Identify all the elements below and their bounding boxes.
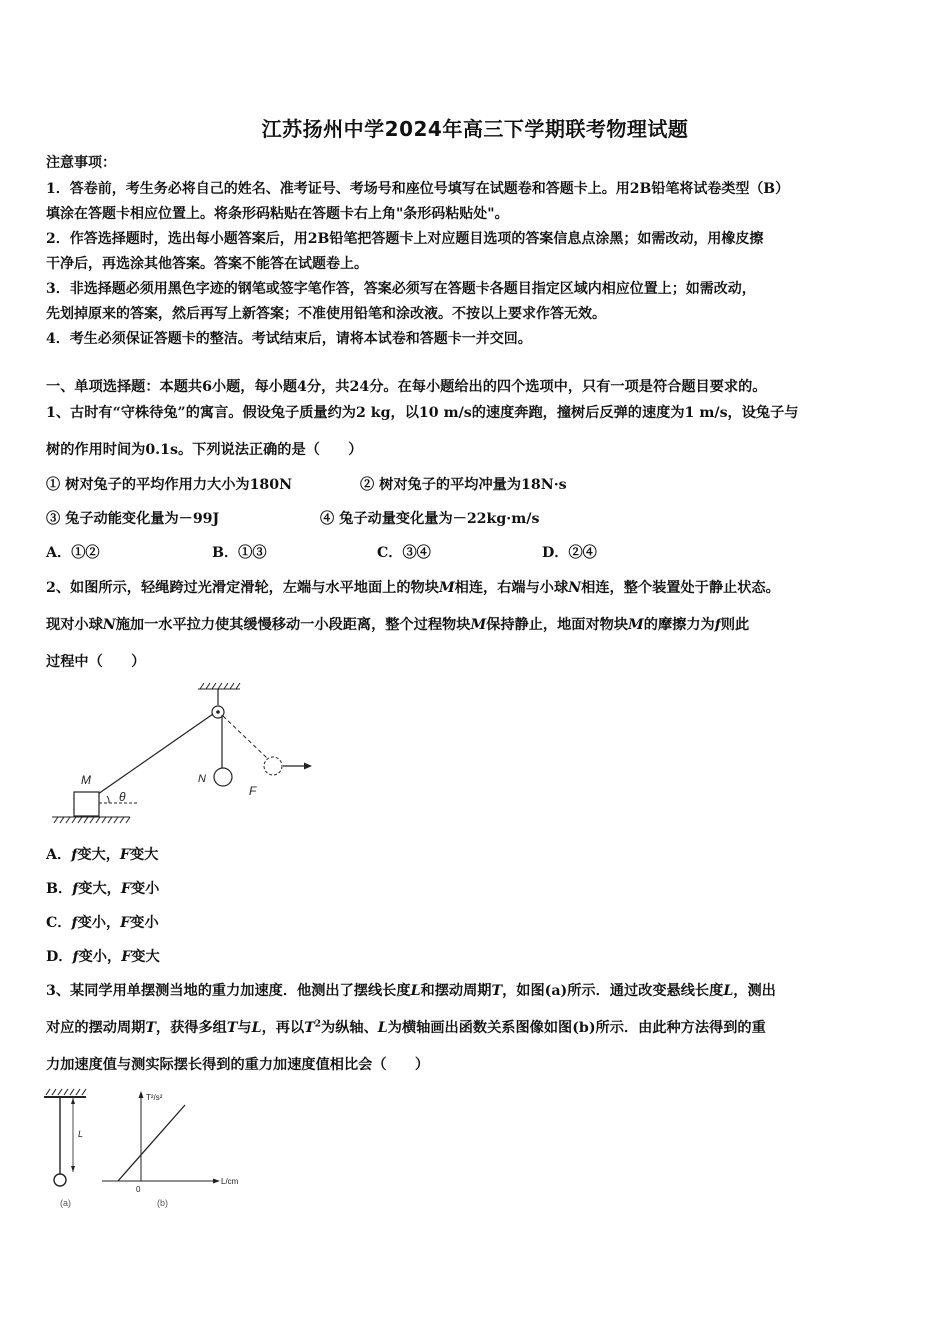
ball-n: [214, 768, 232, 786]
ground-hatch: [52, 817, 130, 823]
pulley-axle: [216, 710, 220, 714]
q2-stem-line3: 过程中（ ）: [46, 654, 146, 670]
arrow-head: [304, 763, 312, 770]
x-axis-label: L/cm: [221, 1177, 239, 1186]
rope-dashed: [223, 716, 267, 758]
q1-option-b[interactable]: B．①③: [212, 545, 267, 561]
q1-statement-2: ② 树对兔子的平均冲量为18N·s: [360, 477, 567, 493]
notice-line: 干净后，再选涂其他答案。答案不能答在试题卷上。: [46, 256, 368, 272]
q3-stem-line3: 力加速度值与测实际摆长得到的重力加速度值相比会（ ）: [46, 1057, 430, 1073]
q1-stem-line2: 树的作用时间为0.1s。下列说法正确的是（ ）: [46, 442, 363, 458]
label-n: N: [198, 773, 206, 785]
notice-heading: 注意事项：: [46, 155, 116, 171]
notice-line: 1．答卷前，考生务必将自己的姓名、准考证号、考场号和座位号填写在试题卷和答题卡上。用2B铅笔将试卷类型（B）: [46, 181, 790, 197]
caption-a: (a): [60, 1198, 71, 1208]
q1-option-a[interactable]: A．①②: [46, 545, 100, 561]
q1-option-c[interactable]: C．③④: [377, 545, 431, 561]
q1-stem-line1: 1、古时有“守株待兔”的寓言。假设兔子质量约为2 kg，以10 m/s的速度奔跑，撞树后反弹的速度为1 m/s，设兔子与: [46, 405, 799, 421]
q1-statement-4: ④ 兔子动量变化量为－22kg·m/s: [320, 511, 540, 527]
origin-label: 0: [136, 1185, 141, 1194]
q2-stem-line1: 2、如图所示，轻绳跨过光滑定滑轮，左端与水平地面上的物块M相连，右端与小球N相连，整个装置处于静止状态。: [46, 580, 780, 596]
length-arrow-bottom: [71, 1166, 75, 1172]
q2-option-b[interactable]: B．f变大，F变小: [46, 881, 160, 897]
page-title: 江苏扬州中学2024年高三下学期联考物理试题: [261, 117, 689, 141]
notice-line: 4．考生必须保证答题卡的整洁。考试结束后，请将本试卷和答题卡一并交回。: [46, 331, 532, 347]
notice-line: 填涂在答题卡相应位置上。将条形码粘贴在答题卡右上角"条形码粘贴处"。: [46, 206, 509, 222]
y-axis-arrow: [139, 1091, 144, 1098]
q1-option-d[interactable]: D．②④: [542, 545, 597, 561]
ceiling-hatch: [198, 683, 240, 689]
notice-line: 先划掉原来的答案，然后再写上新答案；不准使用铅笔和涂改液。不按以上要求作答无效。: [46, 306, 606, 322]
pendulum-figure: [40, 1085, 260, 1215]
pendulum-bob: [54, 1174, 66, 1186]
pulley-figure: [46, 682, 326, 832]
q3-stem-line1: 3、某同学用单摆测当地的重力加速度．他测出了摆线长度L和摆动周期T，如图(a)所示．通过改变悬线长度L，测出: [46, 983, 776, 999]
label-f: F: [249, 784, 257, 798]
angle-arc: [107, 796, 109, 803]
q1-statement-3: ③ 兔子动能变化量为－99J: [46, 511, 220, 527]
q2-stem-line2: 现对小球N施加一水平拉力使其缓慢移动一小段距离，整个过程物块M保持静止，地面对物块M的摩擦力为f则此: [46, 617, 750, 633]
q2-option-d[interactable]: D．f变小，F变大: [46, 949, 160, 965]
q2-option-a[interactable]: A．f变大，F变大: [46, 847, 159, 863]
notice-line: 2．作答选择题时，选出每小题答案后，用2B铅笔把答题卡上对应题目选项的答案信息点涂黑；如需改动，用橡皮擦: [46, 231, 764, 247]
label-l: L: [78, 1129, 84, 1139]
ball-n-moved: [264, 757, 282, 775]
graph-line: [118, 1105, 185, 1181]
rope-left: [98, 714, 213, 794]
pendulum-support: [44, 1089, 86, 1097]
block-m: [74, 792, 99, 816]
y-axis-label: T²/s²: [146, 1093, 163, 1102]
x-axis-arrow: [213, 1179, 220, 1184]
label-m: M: [81, 773, 91, 787]
q2-option-c[interactable]: C．f变小，F变小: [46, 915, 159, 931]
caption-b: (b): [157, 1198, 168, 1208]
notice-line: 3．非选择题必须用黑色字迹的钢笔或签字笔作答，答案必须写在答题卡各题目指定区域内相应位置上；如需改动，: [46, 281, 756, 297]
length-arrow-top: [71, 1098, 75, 1104]
q3-stem-line2: 对应的摆动周期T，获得多组T与L，再以$T^2$为纵轴、L为横轴画出函数关系图像如图(b)所示．由此种方法得到的重: [46, 1019, 766, 1036]
q1-statement-1: ① 树对兔子的平均作用力大小为180N: [46, 477, 293, 493]
section-heading: 一、单项选择题：本题共6小题，每小题4分，共24分。在每小题给出的四个选项中，只有一项是符合题目要求的。: [46, 379, 767, 395]
label-theta: θ: [119, 790, 126, 804]
